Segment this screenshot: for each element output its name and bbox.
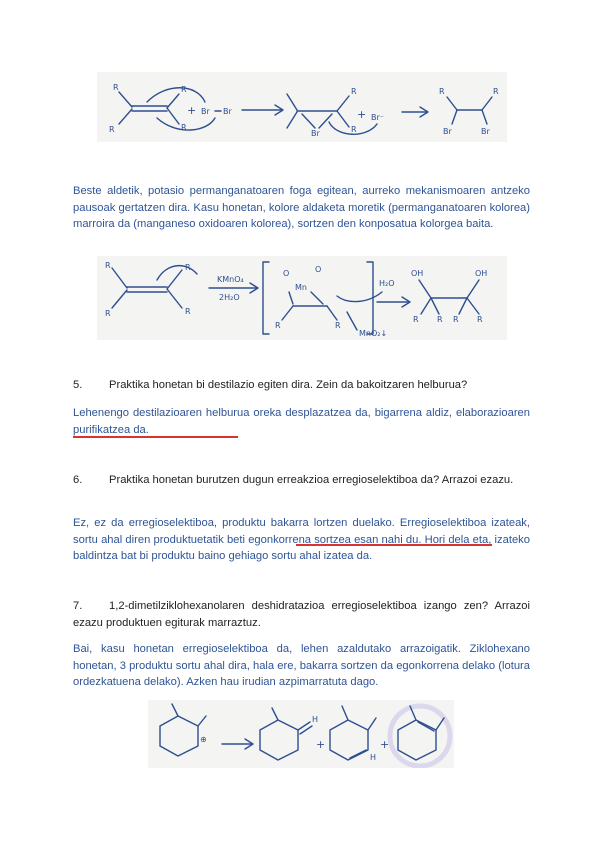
permanganate-mechanism-drawing — [97, 256, 507, 340]
svg-text:R: R — [493, 87, 499, 96]
svg-text:R: R — [351, 87, 357, 96]
answer-5-underline — [73, 436, 238, 438]
bromination-mechanism-figure — [97, 72, 507, 142]
reagent-br-right: Br — [223, 107, 232, 116]
product-br-right: Br — [481, 127, 490, 136]
oh-label-left: OH — [411, 269, 424, 278]
svg-text:R: R — [335, 321, 341, 330]
bromination-mechanism-drawing — [97, 72, 507, 142]
svg-text:R: R — [185, 263, 191, 272]
cyclohexane-products-figure — [148, 700, 454, 768]
reactant-r-top: R — [113, 83, 119, 92]
mno2-byproduct: MnO₂↓ — [359, 329, 388, 338]
question-5 — [73, 377, 530, 394]
bromide-ion: Br⁻ — [371, 113, 384, 122]
carbocation-sign: ⊕ — [200, 735, 207, 744]
svg-text:R: R — [275, 321, 281, 330]
svg-text:R: R — [413, 315, 419, 324]
svg-text:R: R — [181, 123, 187, 132]
svg-text:O: O — [315, 265, 322, 274]
svg-text:+: + — [316, 738, 326, 751]
svg-text:+: + — [380, 738, 390, 751]
question-5-number: 5. — [73, 379, 83, 391]
reagent-br-left: Br — [201, 107, 210, 116]
question-6-text: Praktika honetan burutzen dugun erreakzioa erregioselektiboa da? Arrazoi ezazu. — [109, 474, 514, 486]
highlight-circle — [390, 706, 450, 766]
h-label-1: H — [312, 715, 319, 724]
svg-text:R: R — [437, 315, 443, 324]
answer-7: Bai, kasu honetan erregioselektiboa da, lehen azaldutako arrazoigatik. Ziklohexano honetan, 3 produktu sortu ahal dira, hala ere, bakarra sortzen da egonkorrena delako (lotura ordezkatuena delako). Azken hau irudian azpimarratuta dago. — [73, 643, 530, 689]
answer-6: Ez, ez da erregioselektiboa, produktu bakarra lortzen duelako. Erregioselektiboa izateak, sortu ahal diren produktuetatik beti egonkorrena sortzea esan nahi du. Hori dela eta, izateko baldintza bat bi produktu baino gehiago sortu ahal izatea da. — [73, 517, 530, 563]
answer-6-underline — [296, 544, 492, 546]
product-br-left: Br — [443, 127, 452, 136]
permanganate-paragraph: Beste aldetik, potasio permanganatoaren foga egitean, aurreko mekanismoaren antzeko pausoak gertatzen dira. Kasu honetan, kolore aldaketa moretik (permanganatoaren kolorea) marroira da (manganeso oxidoaren kolorea), sortzen den konposatua kolorgea baita. — [73, 185, 530, 231]
svg-text:R: R — [105, 309, 111, 318]
svg-text:R: R — [477, 315, 483, 324]
svg-text:R: R — [453, 315, 459, 324]
manganese-center: Mn — [295, 283, 307, 292]
question-6-number: 6. — [73, 474, 83, 486]
svg-text:R: R — [181, 85, 187, 94]
bromonium-br: Br — [311, 129, 320, 138]
question-5-text: Praktika honetan bi destilazio egiten dira. Zein da bakoitzaren helburua? — [109, 379, 468, 391]
water-attack-label: H₂O — [379, 279, 395, 288]
question-7 — [73, 598, 530, 631]
question-7-number: 7. — [73, 600, 83, 612]
question-7-text: 1,2-dimetilziklohexanolaren deshidratazioa erregioselektiboa izango zen? Arrazoi ezazu produktuen egiturak marraztuz. — [73, 600, 530, 629]
reactant-r-bottom: R — [109, 125, 115, 134]
water-reagent-label: 2H₂O — [219, 293, 240, 302]
svg-text:R: R — [439, 87, 445, 96]
kmno4-label: KMnO₄ — [217, 275, 244, 284]
svg-text:O: O — [283, 269, 290, 278]
question-6 — [73, 472, 530, 489]
svg-text:R: R — [105, 261, 111, 270]
h-label-2: H — [370, 753, 377, 762]
permanganate-mechanism-figure — [97, 256, 507, 340]
oh-label-right: OH — [475, 269, 488, 278]
svg-text:+: + — [187, 104, 197, 117]
svg-text:R: R — [185, 307, 191, 316]
cyclohexane-products-drawing — [148, 700, 454, 768]
answer-5: Lehenengo destilazioaren helburua oreka desplazatzea da, bigarrena aldiz, elaborazioaren purifikatzea da. — [73, 407, 530, 436]
svg-text:+: + — [357, 108, 367, 121]
svg-text:R: R — [351, 125, 357, 134]
